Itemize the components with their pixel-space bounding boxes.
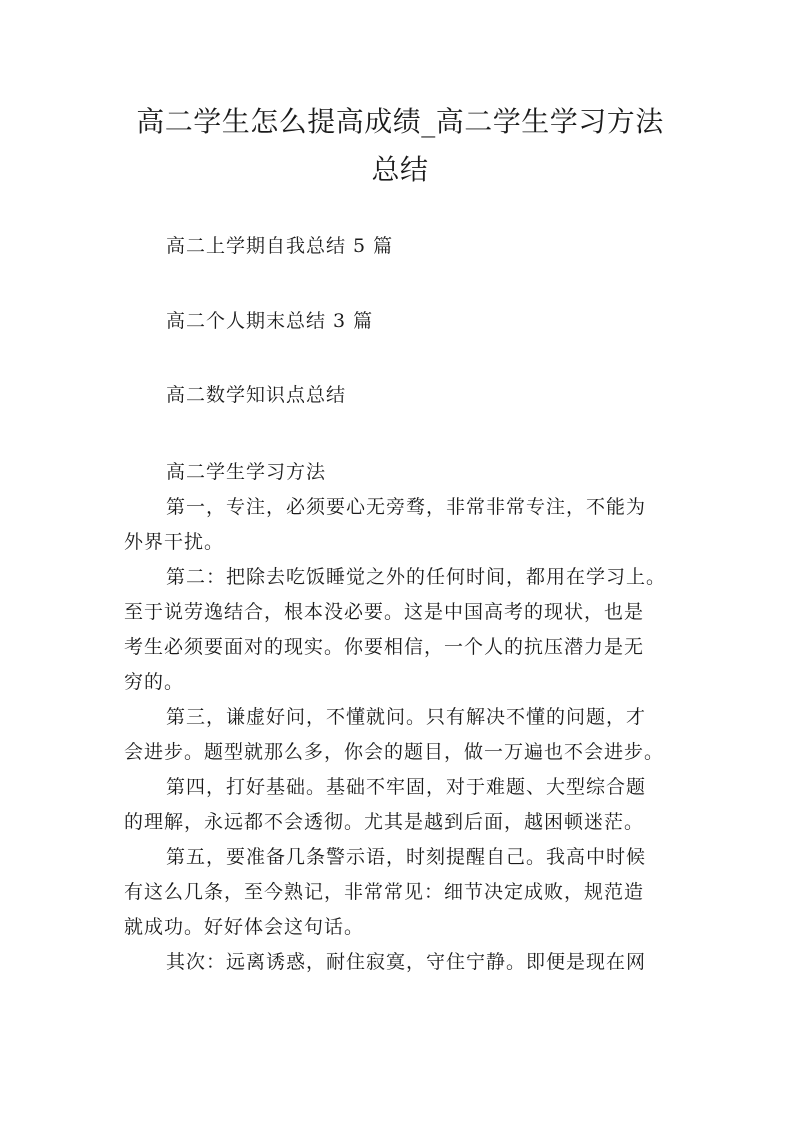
paragraph-line: 第四，打好基础。基础不牢固，对于难题、大型综合题 xyxy=(166,776,647,798)
paragraph-line: 至于说劳逸结合，根本没必要。这是中国高考的现状，也是 xyxy=(124,601,645,623)
section-heading-study-methods: 高二学生学习方法 xyxy=(166,461,327,483)
paragraph-line: 第五，要准备几条警示语，时刻提醒自己。我高中时候 xyxy=(166,846,647,868)
paragraph-line: 第三，谦虚好问，不懂就问。只有解决不懂的问题，才 xyxy=(166,706,647,728)
document-title-line-2: 总结 xyxy=(371,153,429,186)
paragraph-line: 穷的。 xyxy=(124,671,185,693)
document-title-line-1: 高二学生怎么提高成绩_高二学生学习方法 xyxy=(136,105,664,138)
paragraph-line: 第一，专注，必须要心无旁骛，非常非常专注，不能为 xyxy=(166,496,647,518)
document-title xyxy=(100,98,700,194)
paragraph-line: 外界干扰。 xyxy=(124,531,225,553)
paragraph-line: 考生必须要面对的现实。你要相信，一个人的抗压潜力是无 xyxy=(124,636,645,658)
paragraph-line: 有这么几条，至今熟记，非常常见：细节决定成败，规范造 xyxy=(124,881,645,903)
document-body xyxy=(124,455,686,980)
paragraph-line: 就成功。好好体会这句话。 xyxy=(124,916,365,938)
paragraph-line: 的理解，永远都不会透彻。尤其是越到后面，越困顿迷茫。 xyxy=(124,811,645,833)
toc-item-math-summary: 高二数学知识点总结 xyxy=(166,384,347,406)
toc-item-final-summary: 高二个人期末总结 3 篇 xyxy=(166,310,374,332)
paragraph-line: 会进步。题型就那么多，你会的题目，做一万遍也不会进步。 xyxy=(124,741,665,763)
paragraph-line: 第二：把除去吃饭睡觉之外的任何时间，都用在学习上。 xyxy=(166,566,667,588)
paragraph-line: 其次：远离诱惑，耐住寂寞，守住宁静。即便是现在网 xyxy=(166,951,647,973)
toc-item-self-summary: 高二上学期自我总结 5 篇 xyxy=(166,235,394,257)
